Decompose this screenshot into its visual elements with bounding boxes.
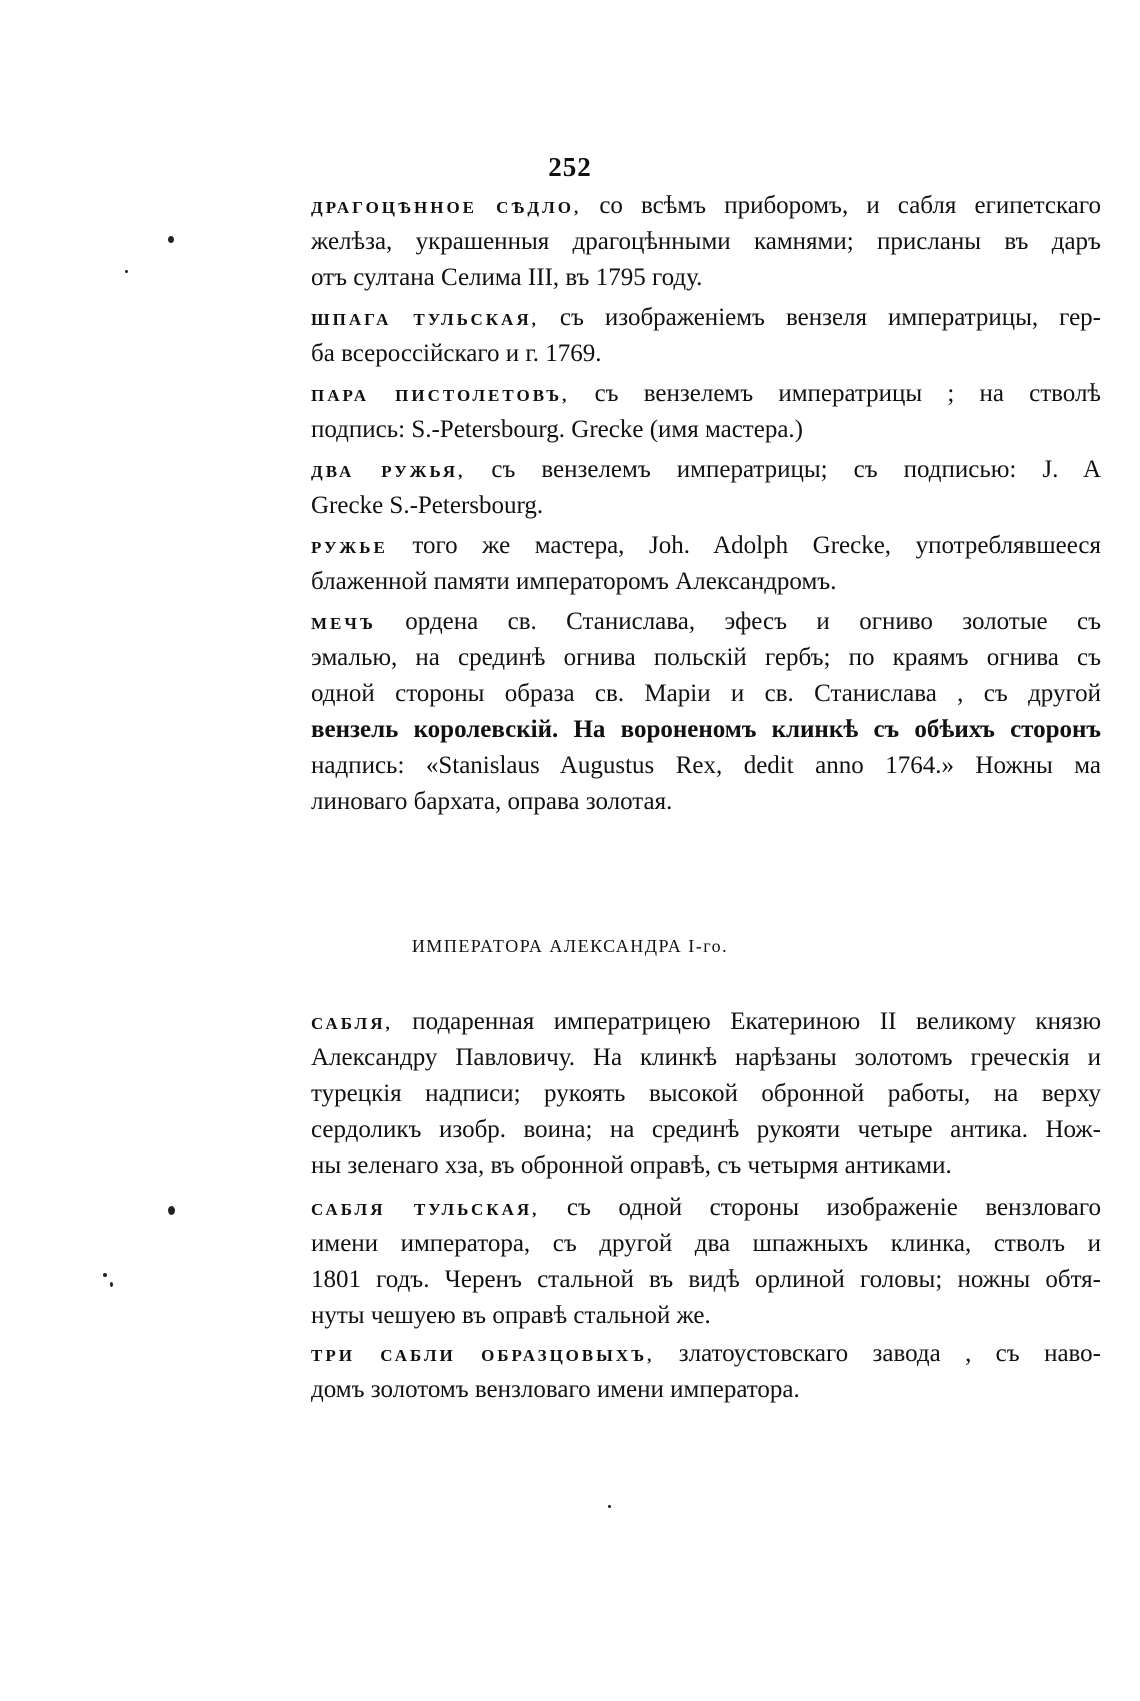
entry-line: златоустовскаго завода , съ наво- bbox=[678, 1340, 1101, 1367]
entry-line: 1801 годъ. Черенъ стальной въ видѣ орлиной головы; ножны обтя- bbox=[311, 1266, 1101, 1293]
entry-line: Grecke S.-Petersbourg. bbox=[311, 492, 544, 519]
entry-line: эмалью, на срединѣ огнива польскiй гербъ; по краямъ огнива съ bbox=[311, 644, 1101, 671]
entry-line: съ вензелемъ императрицы; съ подписью: J. A bbox=[491, 456, 1101, 483]
entry-pistols bbox=[311, 376, 1101, 448]
entry-line: того же мастера, Joh. Adolph Grecke, употреблявшееся bbox=[412, 532, 1101, 559]
entry-line: имени императора, съ другой два шпажныхъ клинка, стволъ и bbox=[311, 1230, 1101, 1257]
entry-order-sword bbox=[311, 604, 1101, 820]
entry-line: Александру Павловичу. На клинкѣ нарѣзаны золотомъ греческiя и bbox=[311, 1044, 1101, 1071]
entry-sabre-gift bbox=[311, 1004, 1101, 1184]
entry-tula-sabre bbox=[311, 1190, 1101, 1334]
scan-speck bbox=[103, 1273, 107, 1277]
entry-three-sabres bbox=[311, 1336, 1101, 1408]
entry-lead: САБЛЯ ТУЛЬСКАЯ, bbox=[311, 1200, 540, 1219]
entry-line: съ изображенiемъ вензеля императрицы, гер- bbox=[559, 304, 1101, 331]
entry-line: ны зеленаго хза, въ обронной оправѣ, съ четырмя антиками. bbox=[311, 1152, 952, 1179]
entry-tula-sword bbox=[311, 300, 1101, 372]
entry-line: линоваго бархата, оправа золотая. bbox=[311, 788, 673, 815]
entry-line: надпись: «Stanislaus Augustus Rex, dedit anno 1764.» Ножны ма bbox=[311, 752, 1101, 779]
entry-line: подаренная императрицею Екатериною II великому князю bbox=[412, 1008, 1101, 1035]
entry-line: одной стороны образа св. Марiи и св. Станислава , съ другой bbox=[311, 680, 1101, 707]
scan-speck bbox=[168, 1206, 175, 1215]
entry-line: блаженной памяти императоромъ Александромъ. bbox=[311, 568, 837, 595]
entry-line: желѣза, украшенныя драгоцѣнными камнями; присланы въ даръ bbox=[311, 228, 1101, 255]
entry-line: со всѣмъ приборомъ, и сабля египетскаго bbox=[599, 192, 1101, 219]
entry-line: ба всероссiйскаго и г. 1769. bbox=[311, 340, 602, 367]
entry-line: отъ султана Селима III, въ 1795 году. bbox=[311, 264, 703, 291]
entry-line: нуты чешуею въ оправѣ стальной же. bbox=[311, 1302, 711, 1329]
entry-line: домъ золотомъ вензловаго имени императора. bbox=[311, 1376, 800, 1403]
scan-speck bbox=[608, 1505, 611, 1508]
entry-line: подпись: S.-Petersbourg. Grecke (имя мастера.) bbox=[311, 416, 804, 443]
entry-line: съ вензелемъ императрицы ; на стволѣ bbox=[594, 380, 1101, 407]
entry-line: сердоликъ изобр. воина; на срединѣ рукояти четыре антика. Нож- bbox=[311, 1116, 1101, 1143]
entry-lead: ТРИ САБЛИ ОБРАЗЦОВЫХЪ, bbox=[311, 1346, 655, 1365]
section-heading: ИМПЕРАТОРА АЛЕКСАНДРА I-го. bbox=[411, 936, 729, 956]
entry-lead: РУЖЬЕ bbox=[311, 538, 388, 557]
scan-speck bbox=[168, 236, 174, 243]
entry-saddle bbox=[311, 188, 1101, 296]
entry-rifle bbox=[311, 528, 1101, 600]
entry-two-rifles bbox=[311, 452, 1101, 524]
page-number: 252 bbox=[548, 152, 592, 182]
entry-line: ордена св. Станислава, эфесъ и огниво золотые съ bbox=[405, 608, 1101, 635]
entry-lead: ШПАГА ТУЛЬСКАЯ, bbox=[311, 310, 539, 329]
entry-lead: ДВА РУЖЬЯ, bbox=[311, 462, 466, 481]
entry-line: съ одной стороны изображенiе вензловаго bbox=[566, 1194, 1101, 1221]
entry-lead: ДРАГОЦѢННОЕ СѢДЛО, bbox=[311, 198, 582, 217]
entry-lead: САБЛЯ, bbox=[311, 1014, 393, 1033]
entry-lead: ПАРА ПИСТОЛЕТОВЪ, bbox=[311, 386, 570, 405]
scan-speck bbox=[125, 270, 128, 273]
entry-line: вензель королевскiй. На вороненомъ клинкѣ съ обѣихъ сторонъ bbox=[311, 716, 1101, 743]
scan-speck bbox=[110, 1282, 113, 1287]
entry-lead: МЕЧЪ bbox=[311, 614, 376, 633]
entry-line: турецкiя надписи; рукоять высокой обронной работы, на верху bbox=[311, 1080, 1101, 1107]
